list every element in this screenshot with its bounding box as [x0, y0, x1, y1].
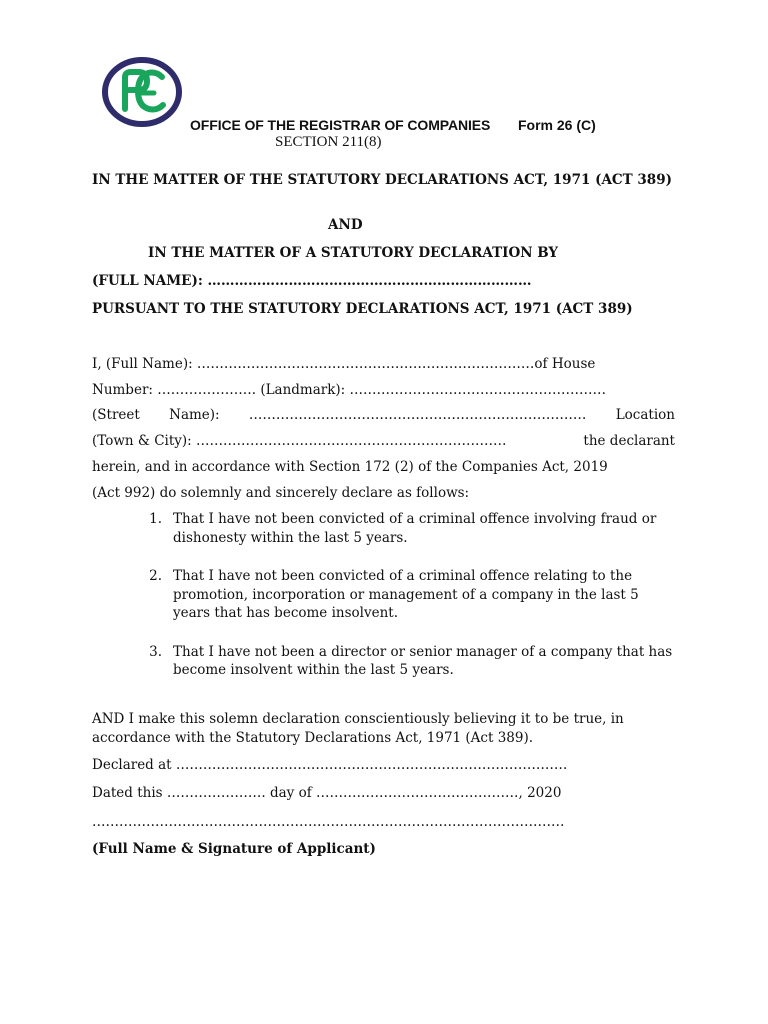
list-item-text: That I have not been convicted of a criminal offence involving fraud or dishonesty within the last 5 years. [173, 511, 657, 546]
list-item-text: That I have not been convicted of a criminal offence relating to the promotion, incorporation or management of a company in the last 5 years that has become insolvent. [173, 568, 639, 621]
company-logo [102, 57, 182, 127]
dated-this-line: Dated this …………………. day of ………………………………………, 2020 [92, 785, 562, 801]
street-label-left: (Street [92, 407, 140, 424]
list-item-number: 1. [149, 511, 162, 527]
heading-full-name: (FULL NAME): ……………………………………………………………… [92, 273, 532, 289]
declaration-line-town [92, 429, 675, 455]
list-item-number: 3. [149, 643, 162, 660]
declarant-label: the declarant [583, 433, 675, 450]
heading-pursuant: PURSUANT TO THE STATUTORY DECLARATIONS ACT, 1971 (ACT 389) [92, 301, 633, 317]
list-item [92, 510, 676, 547]
declaration-list [92, 510, 676, 700]
heading-matter-act: IN THE MATTER OF THE STATUTORY DECLARATIONS ACT, 1971 (ACT 389) [92, 172, 672, 188]
heading-matter-declaration: IN THE MATTER OF A STATUTORY DECLARATION BY [148, 245, 559, 261]
declaration-line-section: herein, and in accordance with Section 172 (2) of the Companies Act, 2019 [92, 458, 608, 475]
office-title: OFFICE OF THE REGISTRAR OF COMPANIES [190, 117, 491, 133]
town-label: (Town & City): …………………………………………………………… [92, 433, 507, 450]
pc-monogram-logo-icon [102, 57, 182, 127]
list-item [92, 567, 676, 623]
list-item-number: 2. [149, 568, 162, 584]
street-label-right: Name): [169, 407, 220, 424]
list-item-text: That I have not been a director or senior manager of a company that has become insolvent within the last 5 years. [173, 643, 673, 678]
location-label: Location [615, 407, 675, 424]
declaration-line-street [92, 403, 675, 429]
declaration-line-solemnly: (Act 992) do solemnly and sincerely declare as follows: [92, 484, 470, 501]
declaration-paragraph [92, 352, 675, 506]
declaration-line-address: Number: …………………. (Landmark): ………………………………………………… [92, 381, 607, 398]
signature-line: …………………………………………………………………………………………… [92, 814, 565, 830]
section-reference: SECTION 211(8) [275, 134, 382, 150]
form-number: Form 26 (C) [518, 117, 596, 133]
declaration-line-name: I, (Full Name): …………………………………………………………………of House [92, 356, 596, 372]
heading-and: AND [328, 217, 363, 233]
street-dots: ………………………………………………………………… [248, 407, 587, 424]
solemn-declaration: AND I make this solemn declaration conscientiously believing it to be true, in accordance with the Statutory Declarations Act, 1971 (Act 389). [92, 711, 624, 746]
list-item [92, 643, 676, 680]
declared-at-line: Declared at …………………………………………………………………………… [92, 757, 568, 773]
signature-caption: (Full Name & Signature of Applicant) [92, 841, 376, 857]
